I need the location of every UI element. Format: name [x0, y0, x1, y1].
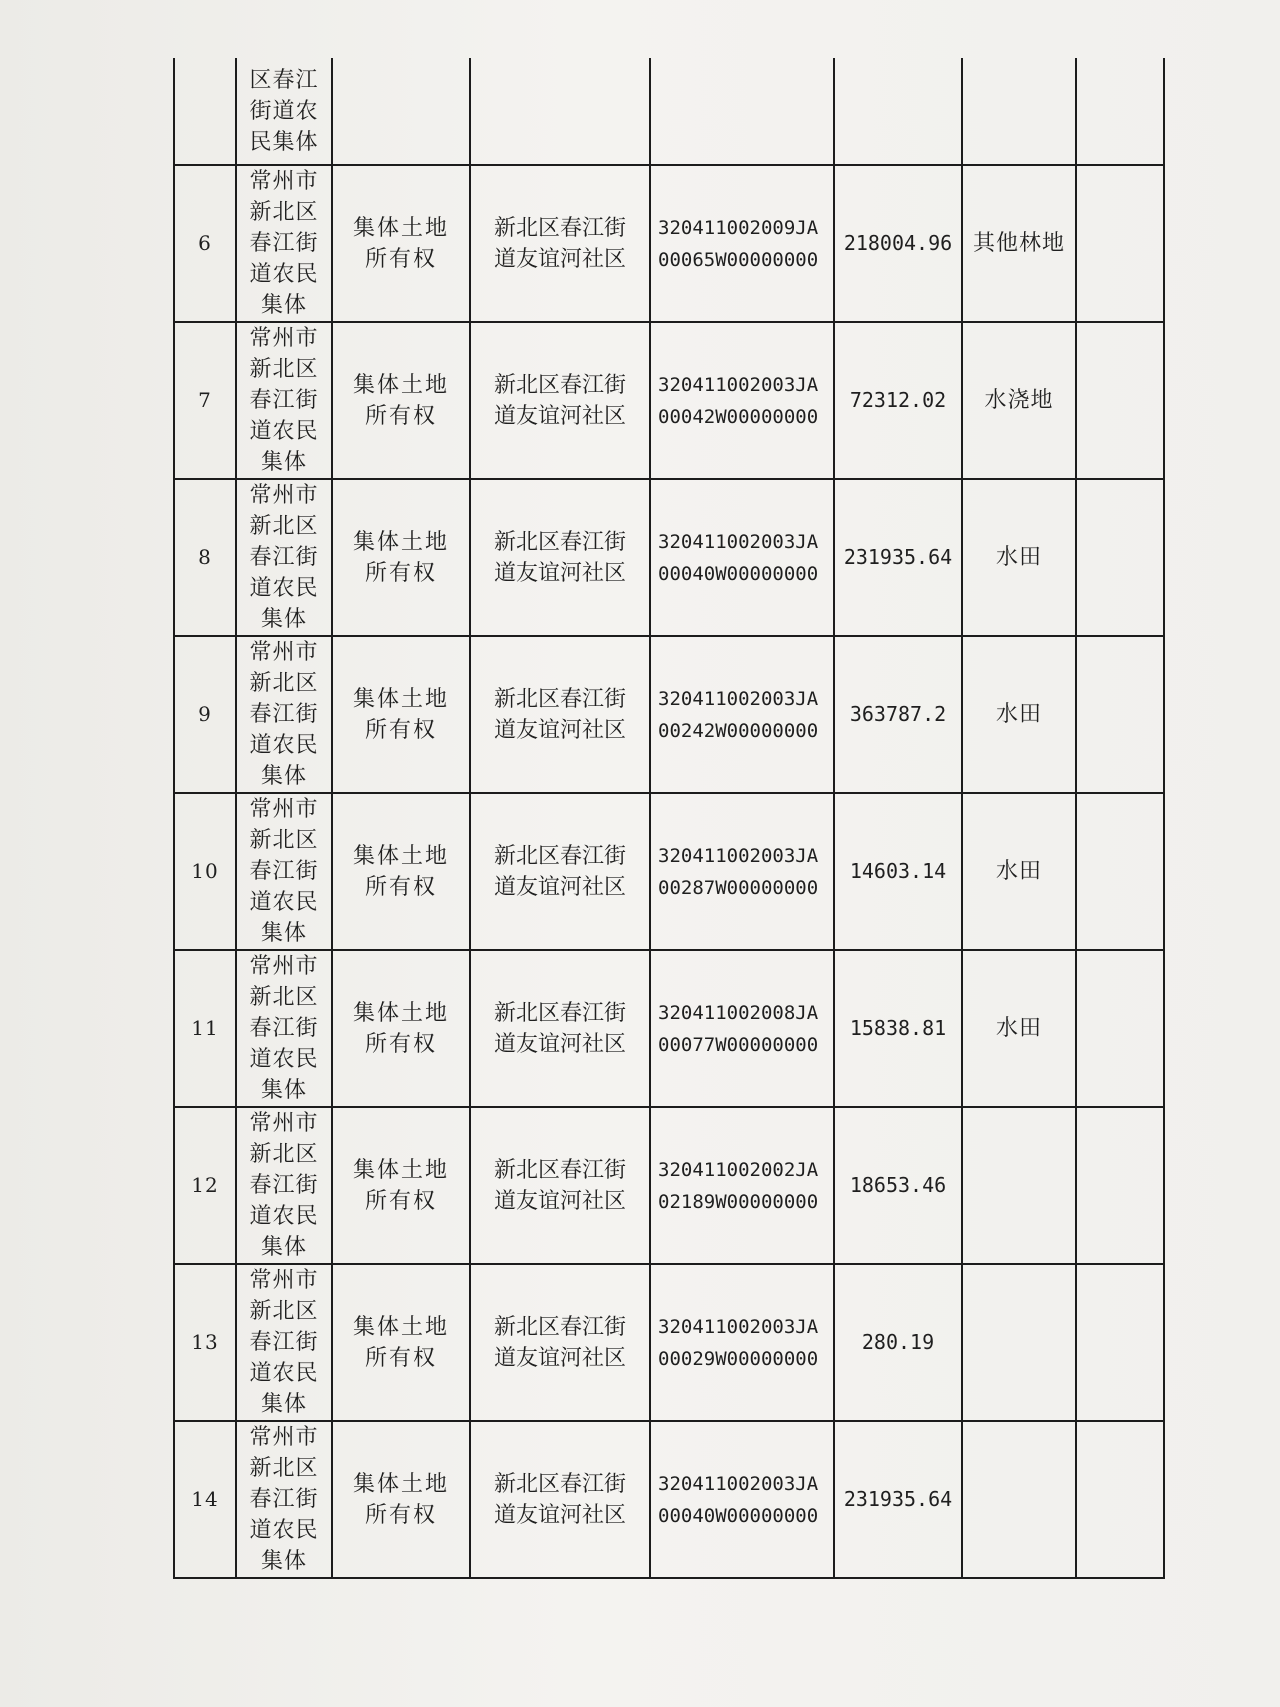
area-text: 15838.81	[849, 1016, 947, 1040]
location-text: 新北区春江街道友谊河社区	[493, 1471, 626, 1528]
cell-area	[834, 793, 962, 950]
table-row	[174, 322, 1164, 479]
owner-text: 常州市新北区春江街道农民集体	[249, 954, 319, 1103]
cell-no	[174, 322, 236, 479]
cell-land-type	[962, 479, 1076, 636]
cell-land-type	[962, 1107, 1076, 1264]
area-text: 280.19	[861, 1330, 935, 1354]
cell-owner	[236, 1264, 332, 1421]
cell-right-type	[332, 636, 470, 793]
cell-area	[834, 165, 962, 322]
right-type-text: 集体土地所有权	[353, 686, 450, 743]
parcel-code-text: 320411002003JA00040W00000000	[658, 1472, 819, 1527]
cell-location	[470, 1107, 650, 1264]
parcel-code-text: 320411002008JA00077W00000000	[658, 1001, 819, 1056]
table-row	[174, 1264, 1164, 1421]
location-text: 新北区春江街道友谊河社区	[493, 1000, 626, 1057]
cell-code	[650, 58, 834, 165]
row-number: 7	[198, 388, 212, 412]
cell-location	[470, 793, 650, 950]
row-number: 14	[191, 1487, 219, 1511]
location-text: 新北区春江街道友谊河社区	[493, 529, 626, 586]
cell-extra	[1076, 165, 1164, 322]
right-type-text: 集体土地所有权	[353, 1000, 450, 1057]
cell-land-type	[962, 1421, 1076, 1578]
area-text: 14603.14	[849, 859, 947, 883]
cell-owner	[236, 950, 332, 1107]
location-text: 新北区春江街道友谊河社区	[493, 1314, 626, 1371]
area-text: 72312.02	[849, 388, 947, 412]
cell-extra	[1076, 322, 1164, 479]
cell-code	[650, 793, 834, 950]
cell-area	[834, 1264, 962, 1421]
cell-area	[834, 950, 962, 1107]
cell-owner	[236, 58, 332, 165]
area-text: 231935.64	[843, 545, 953, 569]
cell-owner	[236, 636, 332, 793]
area-text: 363787.2	[849, 702, 947, 726]
cell-owner	[236, 793, 332, 950]
cell-code	[650, 636, 834, 793]
cell-right-type	[332, 58, 470, 165]
cell-land-type	[962, 793, 1076, 950]
cell-no	[174, 950, 236, 1107]
owner-text: 常州市新北区春江街道农民集体	[249, 1425, 319, 1574]
location-text: 新北区春江街道友谊河社区	[493, 686, 626, 743]
cell-extra	[1076, 58, 1164, 165]
table-row	[174, 1421, 1164, 1578]
cell-extra	[1076, 636, 1164, 793]
cell-land-type	[962, 322, 1076, 479]
parcel-code-text: 320411002003JA00042W00000000	[658, 373, 819, 428]
cell-code	[650, 479, 834, 636]
cell-no	[174, 479, 236, 636]
cell-no	[174, 1421, 236, 1578]
row-number: 11	[191, 1016, 219, 1040]
right-type-text: 集体土地所有权	[353, 1157, 450, 1214]
cell-no	[174, 1107, 236, 1264]
table-row	[174, 1107, 1164, 1264]
parcel-code-text: 320411002002JA02189W00000000	[658, 1158, 819, 1213]
cell-code	[650, 950, 834, 1107]
cell-location	[470, 58, 650, 165]
land-ownership-table	[173, 58, 1165, 1579]
cell-owner	[236, 1107, 332, 1264]
cell-land-type	[962, 165, 1076, 322]
right-type-text: 集体土地所有权	[353, 843, 450, 900]
owner-text: 常州市新北区春江街道农民集体	[249, 797, 319, 946]
cell-right-type	[332, 479, 470, 636]
parcel-code-text: 320411002003JA00029W00000000	[658, 1315, 819, 1370]
row-number: 10	[191, 859, 219, 883]
row-number: 8	[198, 545, 212, 569]
right-type-text: 集体土地所有权	[353, 372, 450, 429]
cell-area	[834, 1107, 962, 1264]
cell-extra	[1076, 793, 1164, 950]
cell-no	[174, 1264, 236, 1421]
cell-no	[174, 793, 236, 950]
right-type-text: 集体土地所有权	[353, 215, 450, 272]
cell-land-type	[962, 1264, 1076, 1421]
owner-text: 常州市新北区春江街道农民集体	[249, 640, 319, 789]
cell-extra	[1076, 950, 1164, 1107]
cell-location	[470, 1421, 650, 1578]
table-row	[174, 950, 1164, 1107]
cell-no	[174, 58, 236, 165]
right-type-text: 集体土地所有权	[353, 1314, 450, 1371]
table-row	[174, 636, 1164, 793]
row-number: 9	[198, 702, 212, 726]
land-type-text: 其他林地	[972, 231, 1065, 256]
area-text: 18653.46	[849, 1173, 947, 1197]
cell-area	[834, 479, 962, 636]
cell-area	[834, 322, 962, 479]
cell-extra	[1076, 479, 1164, 636]
cell-location	[470, 165, 650, 322]
cell-location	[470, 950, 650, 1107]
cell-right-type	[332, 1264, 470, 1421]
land-type-text: 水田	[995, 702, 1042, 727]
cell-right-type	[332, 165, 470, 322]
cell-code	[650, 1107, 834, 1264]
cell-right-type	[332, 793, 470, 950]
owner-text: 常州市新北区春江街道农民集体	[249, 169, 319, 318]
land-type-text: 水田	[995, 859, 1042, 884]
owner-text: 常州市新北区春江街道农民集体	[249, 483, 319, 632]
cell-location	[470, 636, 650, 793]
cell-right-type	[332, 950, 470, 1107]
cell-no	[174, 636, 236, 793]
owner-text: 常州市新北区春江街道农民集体	[249, 1111, 319, 1260]
location-text: 新北区春江街道友谊河社区	[493, 215, 626, 272]
table-row-continued	[174, 58, 1164, 165]
owner-text: 常州市新北区春江街道农民集体	[249, 326, 319, 475]
cell-owner	[236, 322, 332, 479]
area-text: 218004.96	[843, 231, 953, 255]
cell-land-type	[962, 636, 1076, 793]
row-number: 12	[191, 1173, 219, 1197]
cell-extra	[1076, 1264, 1164, 1421]
cell-right-type	[332, 1107, 470, 1264]
parcel-code-text: 320411002003JA00242W00000000	[658, 687, 819, 742]
cell-right-type	[332, 1421, 470, 1578]
location-text: 新北区春江街道友谊河社区	[493, 1157, 626, 1214]
table-row	[174, 479, 1164, 636]
table-row	[174, 793, 1164, 950]
parcel-code-text: 320411002009JA00065W00000000	[658, 216, 819, 271]
cell-extra	[1076, 1421, 1164, 1578]
cell-owner	[236, 479, 332, 636]
parcel-code-text: 320411002003JA00040W00000000	[658, 530, 819, 585]
cell-extra	[1076, 1107, 1164, 1264]
row-number: 13	[191, 1330, 219, 1354]
cell-area	[834, 58, 962, 165]
cell-code	[650, 322, 834, 479]
right-type-text: 集体土地所有权	[353, 529, 450, 586]
land-type-text: 水浇地	[984, 388, 1054, 413]
cell-location	[470, 1264, 650, 1421]
location-text: 新北区春江街道友谊河社区	[493, 843, 626, 900]
table-row	[174, 165, 1164, 322]
cell-code	[650, 1421, 834, 1578]
owner-text: 常州市新北区春江街道农民集体	[249, 1268, 319, 1417]
cell-land-type	[962, 950, 1076, 1107]
row-number: 6	[198, 231, 212, 255]
cell-code	[650, 1264, 834, 1421]
cell-right-type	[332, 322, 470, 479]
parcel-code-text: 320411002003JA00287W00000000	[658, 844, 819, 899]
cell-no	[174, 165, 236, 322]
cell-area	[834, 1421, 962, 1578]
cell-owner	[236, 1421, 332, 1578]
cell-land-type	[962, 58, 1076, 165]
cell-owner	[236, 165, 332, 322]
cell-code	[650, 165, 834, 322]
land-type-text: 水田	[995, 545, 1042, 570]
right-type-text: 集体土地所有权	[353, 1471, 450, 1528]
cell-location	[470, 479, 650, 636]
cell-location	[470, 322, 650, 479]
owner-text: 区春江街道农民集体	[249, 67, 319, 155]
location-text: 新北区春江街道友谊河社区	[493, 372, 626, 429]
area-text: 231935.64	[843, 1487, 953, 1511]
land-type-text: 水田	[995, 1016, 1042, 1041]
cell-area	[834, 636, 962, 793]
